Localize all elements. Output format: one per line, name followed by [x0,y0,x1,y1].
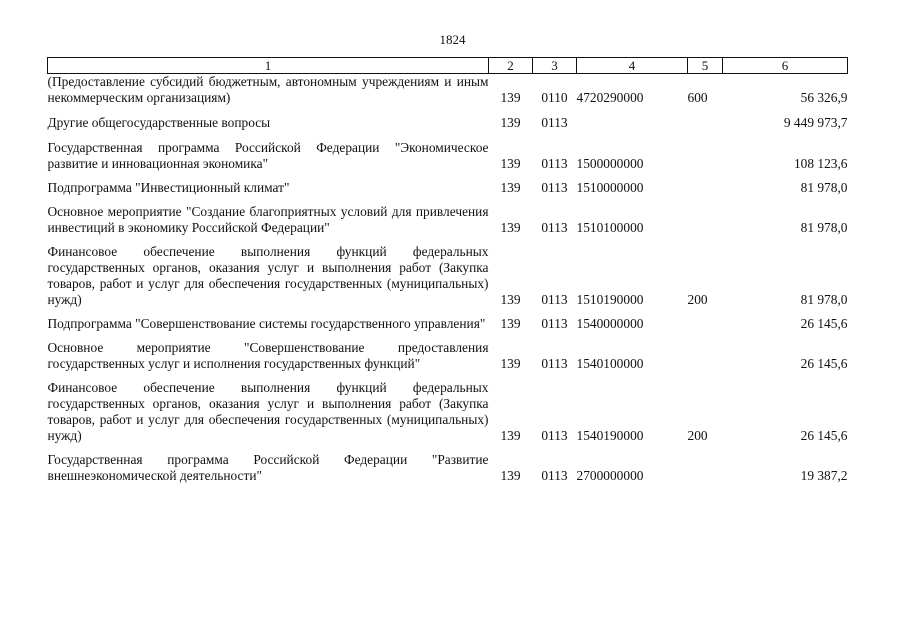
row-col-2: 139 [500,428,521,443]
row-col-6: 19 387,2 [800,468,848,483]
row-name: Государственная программа Российской Федерации "Развитие внешнеэкономической деятельности" [47,452,489,483]
row-col-6: 9 449 973,7 [783,115,848,130]
table-row [48,106,848,131]
row-col-6: 56 326,9 [800,90,848,105]
row-col-2: 139 [500,356,521,371]
row-name: (Предоставление субсидий бюджетным, автономным учреждениям и иным некоммерческим организациям) [47,74,489,105]
row-col-5 [688,172,723,196]
table-row [48,308,848,332]
header-col-5: 5 [688,58,723,74]
table-row [48,444,848,484]
row-col-2: 139 [500,468,521,483]
row-name: Подпрограмма "Совершенствование системы государственного управления" [47,316,486,331]
table-row [48,372,848,444]
row-name: Финансовое обеспечение выполнения функций федеральных государственных органов, оказания услуг и выполнения работ (Закупка товаров, работ и услуг для обеспечения государственных (муниципальных) нужд) [47,380,489,443]
row-col-2: 139 [500,292,521,307]
row-name: Государственная программа Российской Федерации "Экономическое развитие и инновационная экономика" [47,140,489,171]
table-body [48,74,848,485]
row-col-3: 0113 [541,468,568,483]
row-col-5 [688,308,723,332]
row-name: Основное мероприятие "Совершенствование предоставления государственных услуг и исполнения государственных функций" [47,340,489,371]
row-col-4: 2700000000 [576,468,644,483]
table-row [48,236,848,308]
row-col-3: 0113 [541,356,568,371]
header-col-4: 4 [577,58,688,74]
header-col-1: 1 [48,58,489,74]
row-col-4: 4720290000 [576,90,644,105]
row-col-2: 139 [500,316,521,331]
row-col-5 [688,332,723,372]
table-row [48,74,848,107]
row-col-3: 0113 [541,180,568,195]
row-col-2: 139 [500,115,521,130]
row-col-3: 0113 [541,292,568,307]
row-col-4: 1540100000 [576,356,644,371]
page-number: 1824 [439,32,466,47]
row-name: Подпрограмма "Инвестиционный климат" [47,180,290,195]
row-col-3: 0113 [541,428,568,443]
row-col-4 [577,106,688,131]
row-col-6: 26 145,6 [800,356,848,371]
row-col-2: 139 [500,90,521,105]
row-col-5 [688,106,723,131]
row-col-4: 1540000000 [576,316,644,331]
row-col-2: 139 [500,180,521,195]
header-col-6: 6 [723,58,848,74]
row-col-4: 1510000000 [576,180,644,195]
row-col-5: 600 [687,90,708,105]
row-col-2: 139 [500,220,521,235]
row-col-5 [688,196,723,236]
row-col-3: 0113 [541,316,568,331]
row-col-6: 81 978,0 [800,180,848,195]
row-col-6: 26 145,6 [800,316,848,331]
row-col-5: 200 [687,428,708,443]
row-col-5: 200 [687,292,708,307]
row-col-4: 1510100000 [576,220,644,235]
row-col-5 [688,444,723,484]
row-name: Основное мероприятие "Создание благоприятных условий для привлечения инвестиций в экономику Российской Федерации" [47,204,489,235]
row-col-3: 0113 [541,220,568,235]
header-col-2: 2 [489,58,533,74]
row-col-6: 81 978,0 [800,220,848,235]
header-col-3: 3 [533,58,577,74]
table-row [48,172,848,196]
row-name: Другие общегосударственные вопросы [47,115,271,130]
table-row [48,131,848,172]
row-col-5 [688,131,723,172]
table-row [48,196,848,236]
row-name: Финансовое обеспечение выполнения функций федеральных государственных органов, оказания услуг и выполнения работ (Закупка товаров, работ и услуг для обеспечения государственных (муниципальных) нужд) [47,244,489,307]
row-col-3: 0113 [541,115,568,130]
row-col-6: 108 123,6 [793,156,848,171]
row-col-4: 1540190000 [576,428,644,443]
row-col-3: 0113 [541,156,568,171]
row-col-4: 1500000000 [576,156,644,171]
table-header-row [48,58,848,74]
row-col-6: 26 145,6 [800,428,848,443]
row-col-4: 1510190000 [576,292,644,307]
row-col-3: 0110 [541,90,568,105]
row-col-2: 139 [500,156,521,171]
budget-table [47,57,848,484]
row-col-6: 81 978,0 [800,292,848,307]
table-row [48,332,848,372]
